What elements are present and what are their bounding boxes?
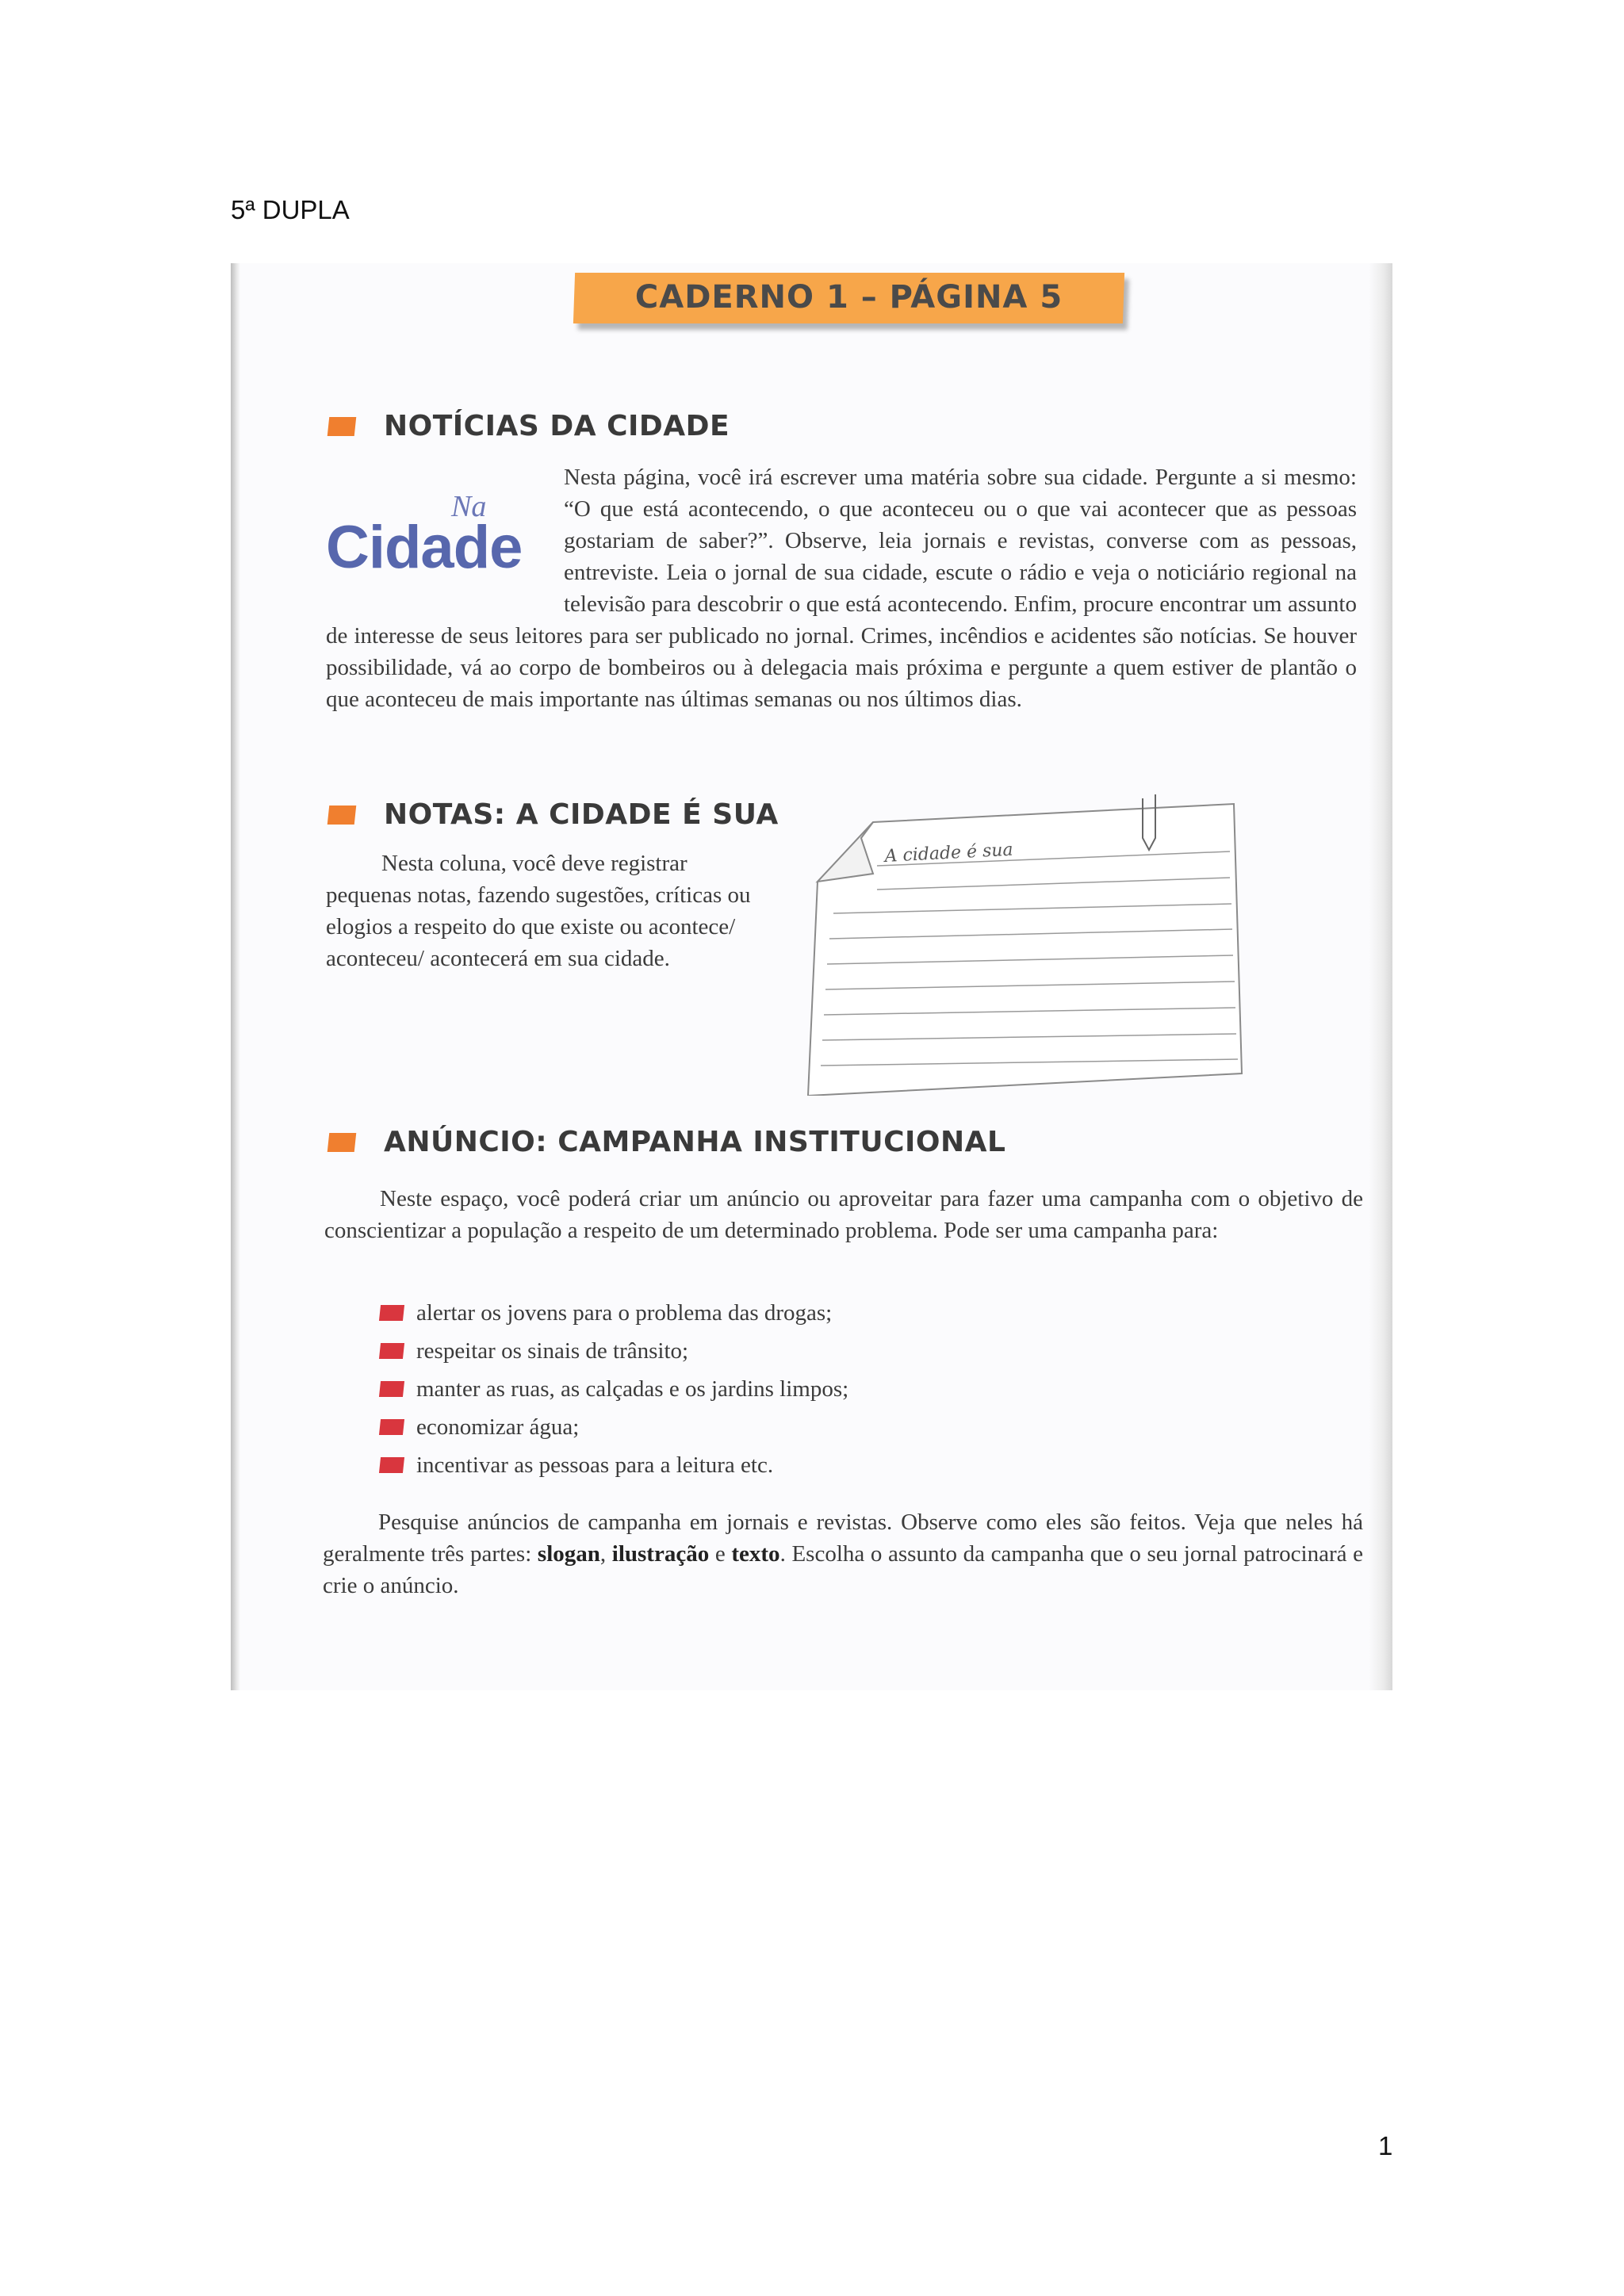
orange-bullet-icon xyxy=(327,417,357,436)
page-number: 1 xyxy=(1378,2131,1393,2160)
list-item: respeitar os sinais de trânsito; xyxy=(380,1332,848,1370)
red-bullet-icon xyxy=(379,1343,404,1359)
notepad-illustration xyxy=(786,763,1262,1096)
banner-title: CADERNO 1 – PÁGINA 5 xyxy=(634,279,1063,316)
red-bullet-icon xyxy=(379,1381,404,1397)
section-heading-notas xyxy=(328,798,779,831)
campaign-list xyxy=(380,1294,848,1484)
page-banner xyxy=(573,273,1124,323)
logo-main-text: Cidade xyxy=(326,514,523,581)
keyword-texto: texto xyxy=(731,1541,780,1567)
orange-bullet-icon xyxy=(327,806,357,825)
anuncio-closing-paragraph: Pesquise anúncios de campanha em jornais e revistas. Observe como eles são feitos. Veja que neles há geralmente três partes: slogan, ilustração e texto. Escolha o assunto da campanha que o seu jornal patrocinará e crie o anúncio. xyxy=(323,1510,1363,1598)
keyword-slogan: slogan xyxy=(537,1541,600,1567)
section-heading-anuncio xyxy=(328,1126,1005,1158)
noticias-paragraph: Nesta página, você irá escrever uma matéria sobre sua cidade. Pergunte a si mesmo: “O que está acontecendo, o que aconteceu ou o que vai acontecer que as pessoas gostariam de saber?”. Observe, leia jornais e revistas, converse com as pessoas, entreviste. Leia o jornal de sua cidade, escute o rádio e veja o noticiário regional na televisão para descobrir o que está acontecendo. Enfim, procure encontrar um assunto de interesse de seus leitores para ser publicado no jornal. Crimes, incêndios e acidentes são notícias. Se houver possibilidade, vá ao corpo de bombeiros ou à delegacia mais próxima e pergunte a quem estiver de plantão o que aconteceu de mais importante nas últimas semanas ou nos últimos dias. xyxy=(326,465,1357,712)
section-heading-text: NOTAS: A CIDADE É SUA xyxy=(384,798,779,831)
red-bullet-icon xyxy=(379,1457,404,1473)
logo-small-text: Na xyxy=(451,490,487,523)
orange-bullet-icon xyxy=(327,1133,357,1152)
keyword-ilustracao: ilustração xyxy=(611,1541,710,1567)
list-item: economizar água; xyxy=(380,1408,848,1446)
note-label: A cidade é sua xyxy=(884,840,1014,867)
section-heading-text: NOTÍCIAS DA CIDADE xyxy=(384,410,730,442)
page-header-label: 5ª DUPLA xyxy=(231,195,350,224)
section-heading-noticias xyxy=(328,410,730,442)
red-bullet-icon xyxy=(379,1305,404,1321)
list-item: incentivar as pessoas para a leitura etc. xyxy=(380,1446,848,1484)
scanned-page xyxy=(231,263,1392,1690)
list-item: manter as ruas, as calçadas e os jardins limpos; xyxy=(380,1370,848,1408)
notas-paragraph: Nesta coluna, você deve registrar pequenas notas, fazendo sugestões, críticas ou elogios a respeito do que existe ou acontece/ aconteceu/ acontecerá em sua cidade. xyxy=(326,851,751,971)
anuncio-paragraph: Neste espaço, você poderá criar um anúncio ou aproveitar para fazer uma campanha com o objetivo de conscientizar a população a respeito de um determinado problema. Pode ser uma campanha para: xyxy=(324,1186,1363,1243)
red-bullet-icon xyxy=(379,1419,404,1435)
section-heading-text: ANÚNCIO: CAMPANHA INSTITUCIONAL xyxy=(384,1126,1006,1158)
list-item: alertar os jovens para o problema das drogas; xyxy=(380,1294,848,1332)
